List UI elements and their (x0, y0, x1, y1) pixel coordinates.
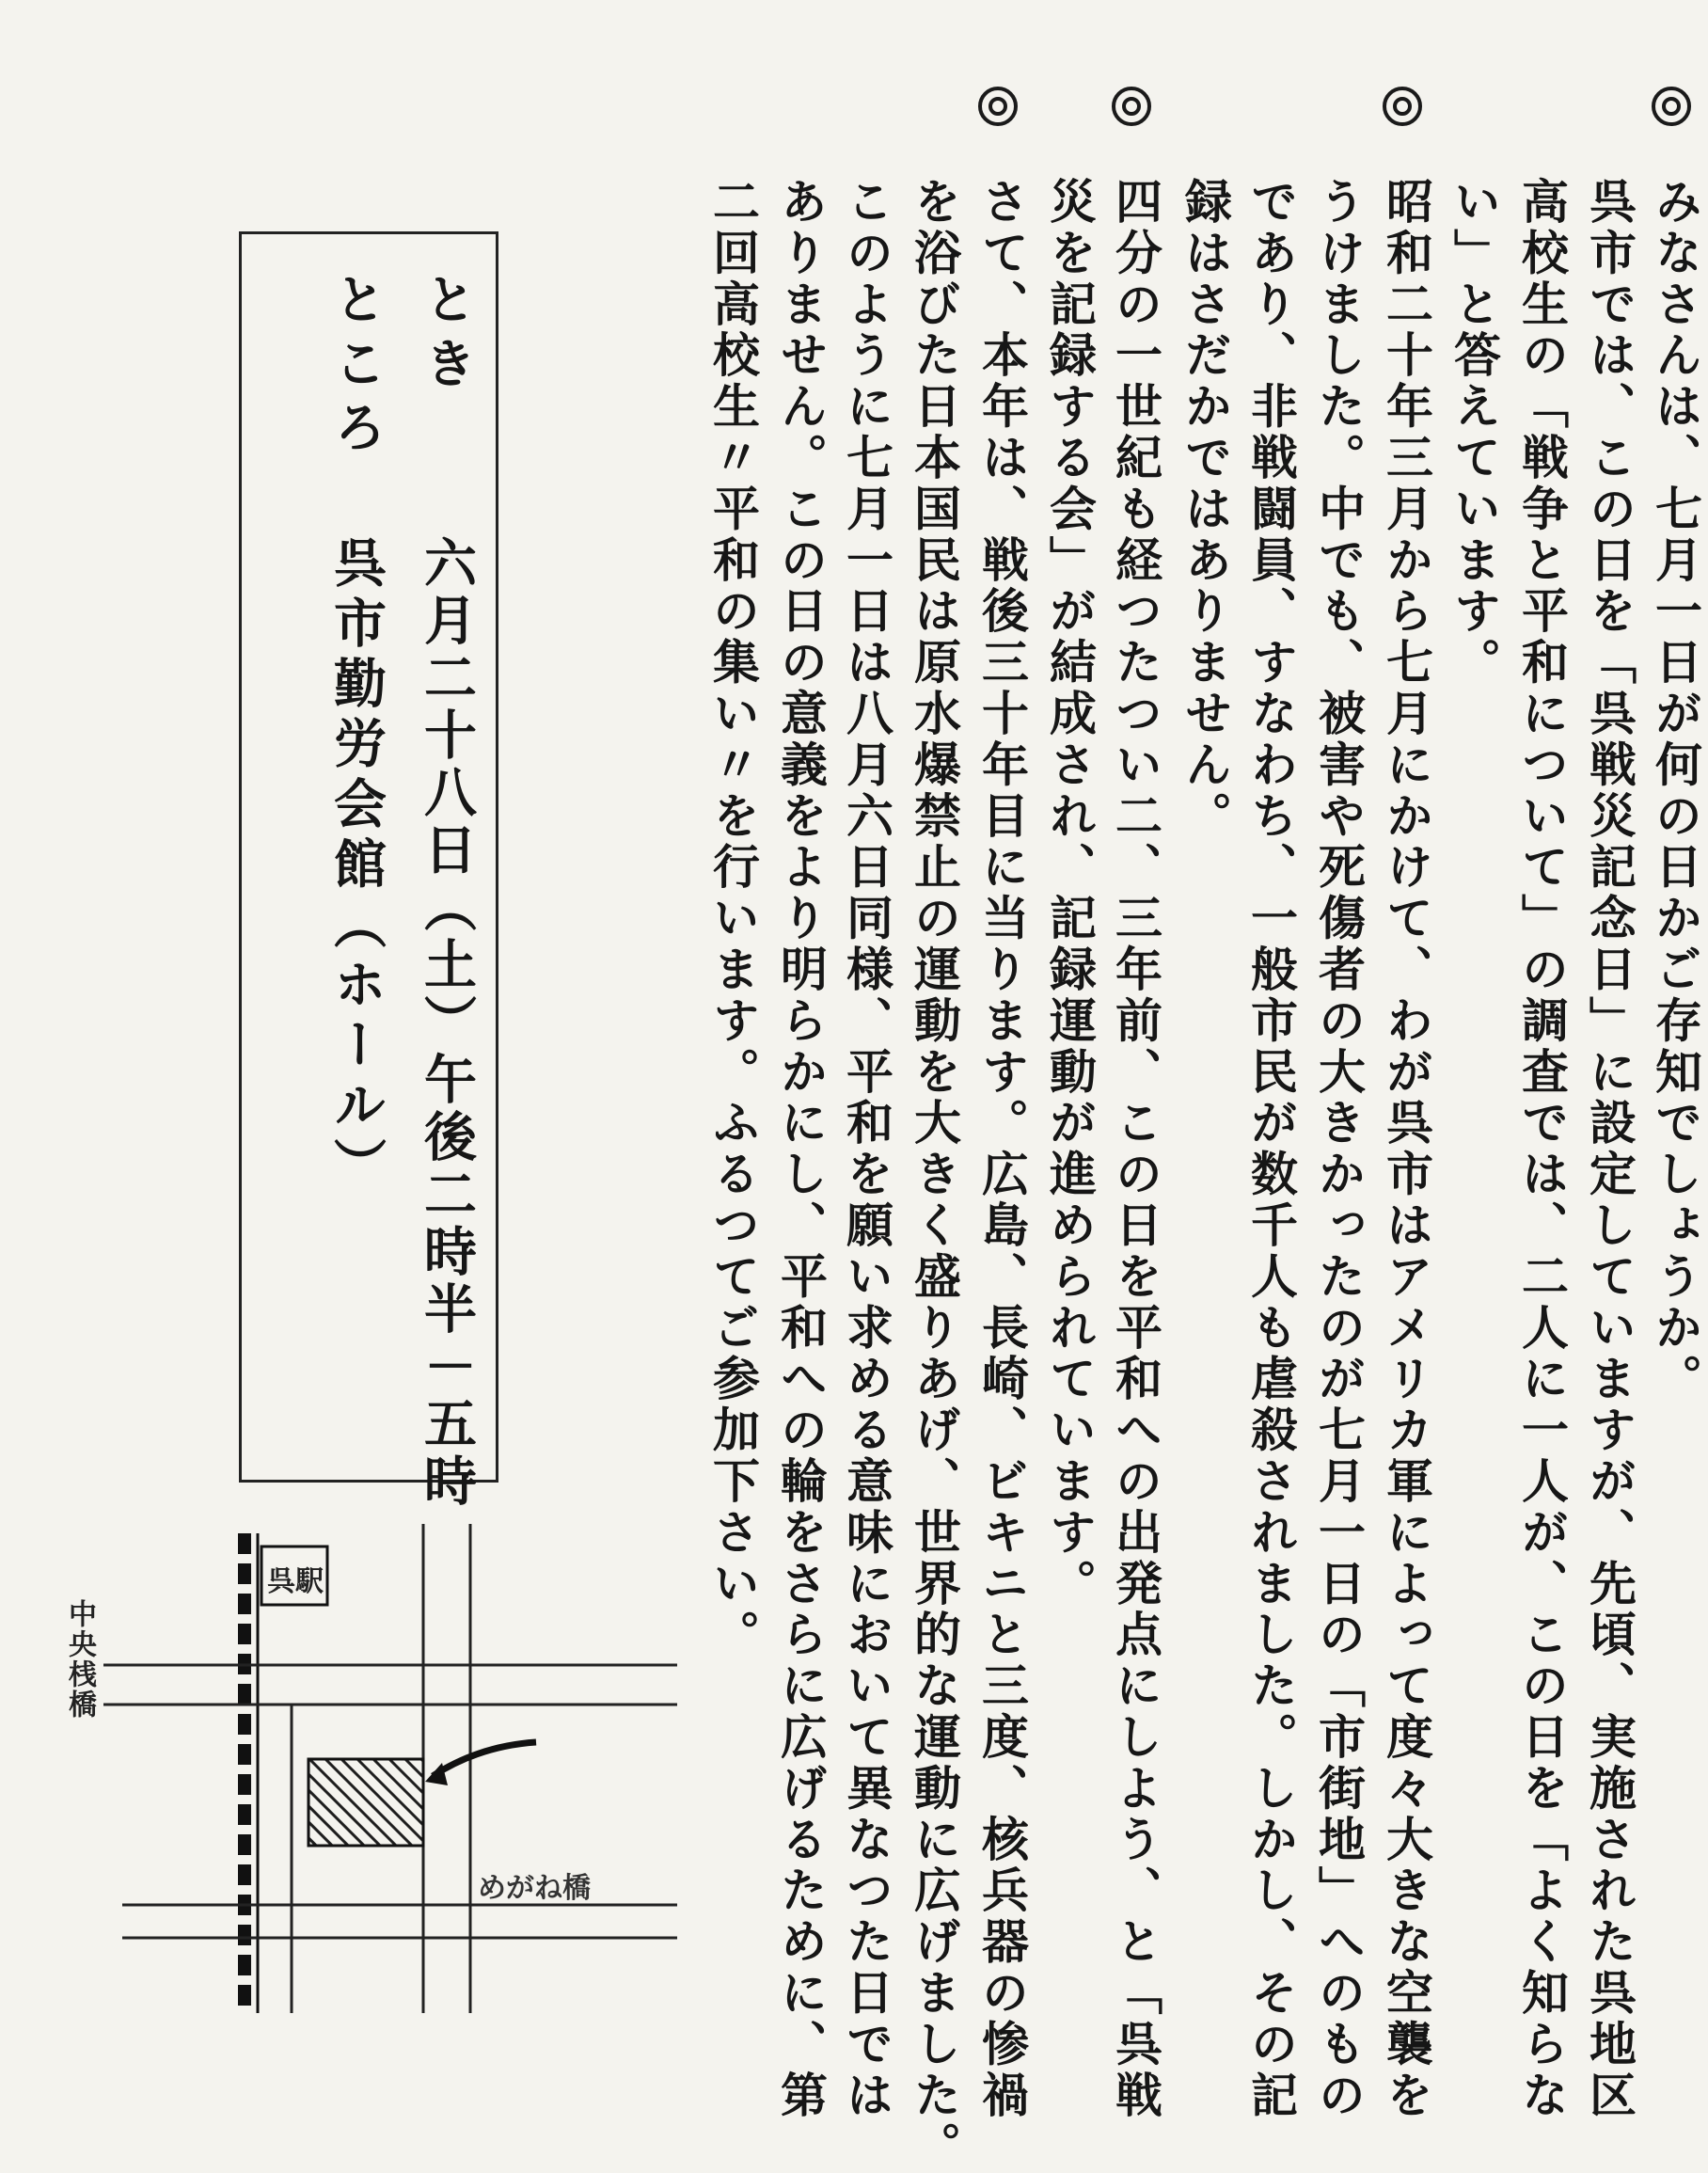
para4-line4: ありません。この日の意義をより明らかにし、平和への輪をさらに広げるために、第 (773, 177, 829, 2122)
event-info-box (239, 231, 498, 1511)
map-drawing (38, 1505, 696, 2032)
para4-line5: 二回高校生〃平和の集い〃を行います。ふるつてご参加下さい。 (705, 177, 761, 1661)
para4-line1: さて、本年は、戦後三十年目に当ります。広島、長崎、ビキニと三度、核兵器の惨禍 (974, 177, 1030, 2122)
bullet-marker-icon (1652, 87, 1691, 126)
para4-line2: を浴びた日本国民は原水爆禁止の運動を大きく盛りあげ、世界的な運動に広げました。 (907, 177, 962, 2173)
where-value: 呉市勤労会館（ホール） (325, 535, 387, 1198)
bullet-marker-icon (978, 87, 1018, 126)
para2-line1: 昭和二十年三月から七月にかけて、わが呉市はアメリカ軍によって度々大きな空襲を (1379, 177, 1434, 2122)
venue-arrow-icon (433, 1742, 536, 1776)
when-value: 六月二十八日（土）午後二時半－五時 (416, 535, 478, 1511)
station-label: 呉駅 (267, 1565, 324, 1598)
venue-building (308, 1759, 423, 1846)
para4-line3: このように七月一日は八月六日同様、平和を願い求める意味において異なつた日では (839, 177, 894, 2122)
para1-line3: 高校生の「戦争と平和について」の調査では、二人に一人が、この日を「よく知らな (1514, 177, 1570, 2122)
bullet-marker-icon (1383, 87, 1422, 126)
bullet-marker-icon (1112, 87, 1151, 126)
para2-line3: であり、非戦闘員、すなわち、一般市民が数千人も虐殺されました。しかし、その記 (1243, 177, 1299, 2122)
para1-line2: 呉市では、この日を「呉戦災記念日」に設定していますが、先頃、実施された呉地区 (1582, 177, 1637, 2122)
para3-line2: 災を記録する会」が結成され、記録運動が進められています。 (1042, 177, 1098, 1610)
when-label: とき (416, 272, 478, 400)
para2-line2: うけました。中でも、被害や死傷者の大きかったのが七月一日の「市街地」へのもの (1311, 177, 1367, 2122)
para2-line4: 録はさだかではありません。 (1178, 177, 1233, 843)
para1-line4: い」と答えています。 (1447, 177, 1502, 689)
pier-label: 中央桟橋 (63, 1599, 96, 1720)
road-label: めがね橋 (478, 1872, 591, 1905)
para3-line1: 四分の一世紀も経つたつい二、三年前、この日を平和への出発点にしよう、と「呉戦 (1108, 177, 1163, 2122)
para1-line1: みなさんは、七月一日が何の日かご存知でしょうか。 (1648, 177, 1703, 1405)
where-label: ところ (325, 272, 387, 464)
venue-map (38, 1505, 696, 2032)
